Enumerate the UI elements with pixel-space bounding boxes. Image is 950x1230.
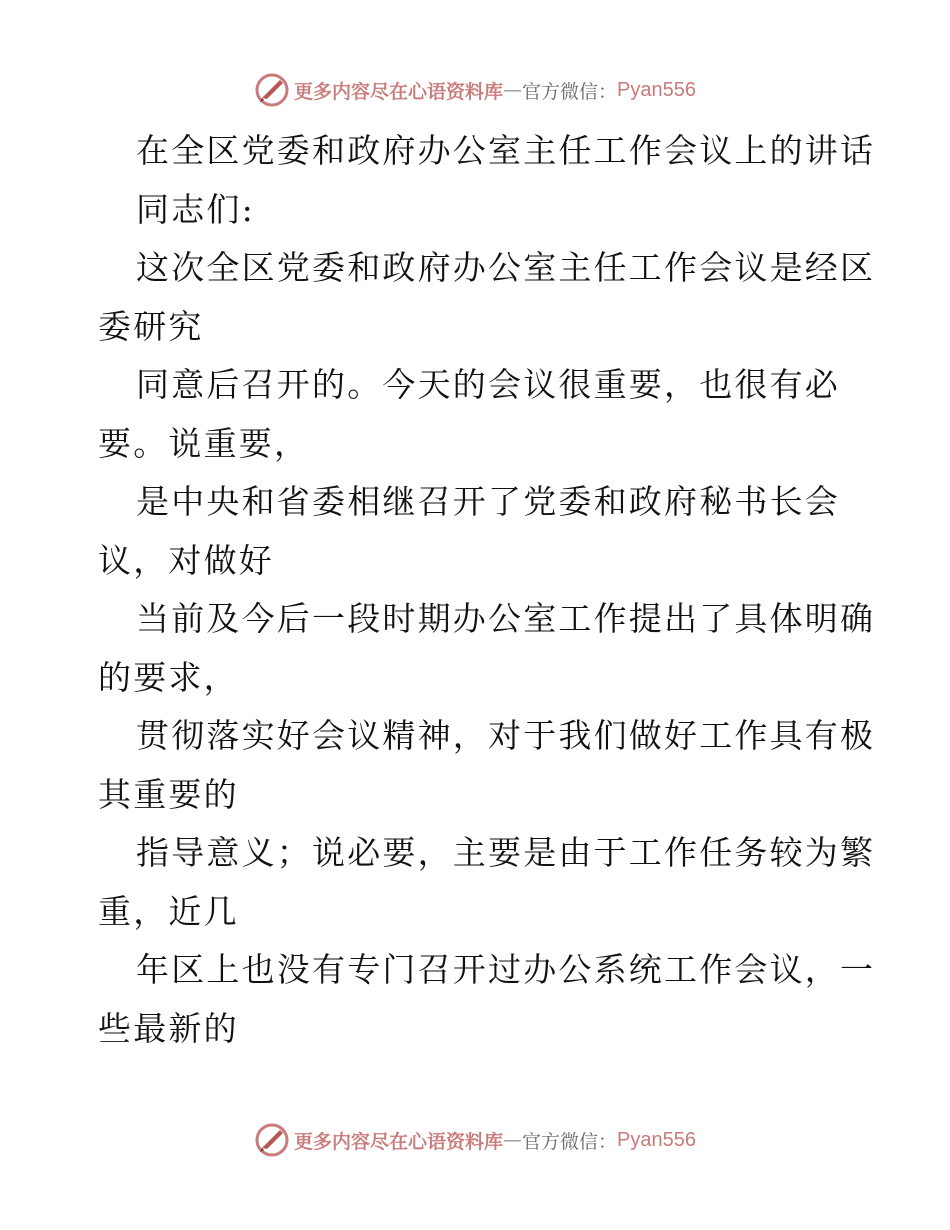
watermark-wechat-label: 官方微信： [522, 1130, 618, 1153]
paragraph-line: 重，近几 [98, 891, 239, 931]
watermark-wechat-label: 官方微信： [522, 80, 618, 103]
paragraph-line: 议，对做好 [98, 540, 274, 580]
watermark-dash: — [503, 1129, 523, 1151]
document-body [98, 122, 876, 1058]
paragraph-line: 这次全区党委和政府办公室主任工作会议是经区 [136, 248, 876, 287]
quill-pen-logo-icon [254, 72, 290, 108]
paragraph-line: 同意后召开的。今天的会议很重要，也很有必 [136, 365, 840, 404]
salutation-line: 同志们: [136, 189, 255, 229]
paragraph-line: 些最新的 [98, 1008, 239, 1048]
watermark-main-text: 更多内容尽在心语资料库 [294, 1130, 504, 1153]
quill-pen-logo-icon [254, 1122, 290, 1158]
paragraph-line: 是中央和省委相继召开了党委和政府秘书长会 [136, 482, 840, 521]
paragraph-line: 指导意义；说必要，主要是由于工作任务较为繁 [136, 833, 876, 872]
paragraph-line: 要。说重要， [98, 423, 310, 463]
paragraph-line: 的要求， [98, 657, 239, 697]
paragraph-line: 贯彻落实好会议精神，对于我们做好工作具有极 [136, 716, 876, 755]
header-watermark [0, 70, 950, 110]
paragraph-line: 其重要的 [98, 774, 239, 814]
watermark-dash: — [503, 79, 523, 101]
paragraph-line: 委研究 [98, 306, 204, 346]
paragraph-line: 年区上也没有专门召开过办公系统工作会议，一 [136, 950, 876, 989]
watermark-wechat-id: Pyan556 [617, 78, 696, 101]
watermark-wechat-id: Pyan556 [617, 1128, 696, 1151]
footer-watermark [0, 1120, 950, 1160]
document-title: 在全区党委和政府办公室主任工作会议上的讲话 [136, 131, 876, 170]
watermark-main-text: 更多内容尽在心语资料库 [294, 80, 504, 103]
paragraph-line: 当前及今后一段时期办公室工作提出了具体明确 [136, 599, 876, 638]
